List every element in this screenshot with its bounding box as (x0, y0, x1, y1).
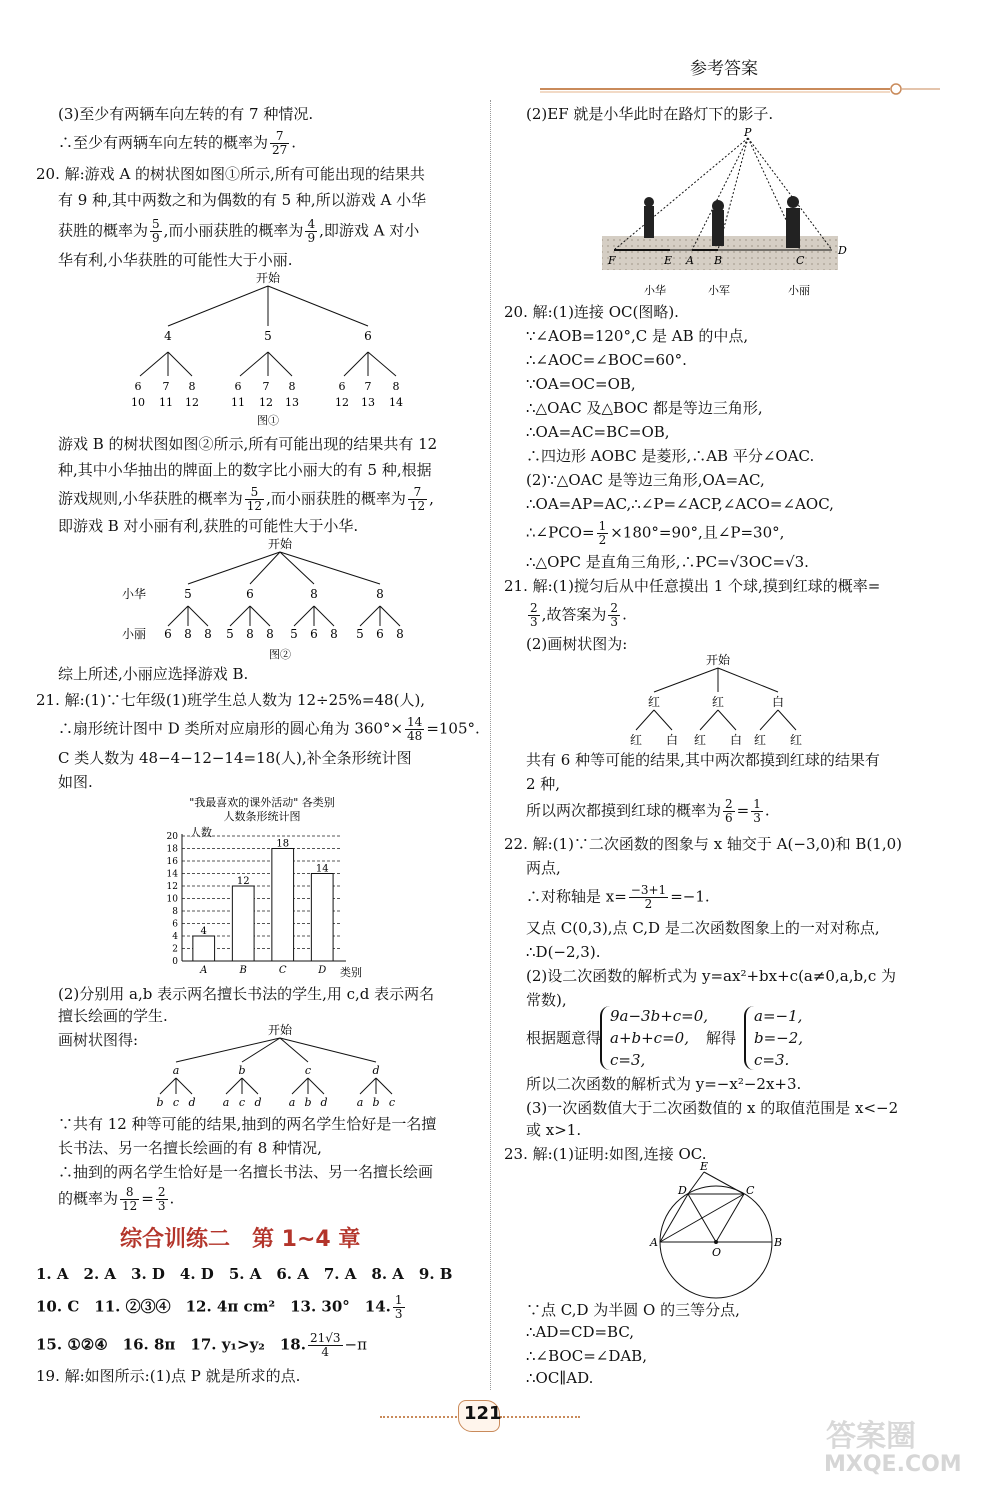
equation: c=3. (754, 1051, 790, 1069)
left-line-02-text: ∴至少有两辆车向左转的概率为 (58, 133, 269, 152)
left-line-15: 如图. (58, 773, 93, 791)
numerator: 21√3 (309, 1331, 341, 1345)
tree2-node: 8 (310, 587, 318, 601)
right-line-12: ∴△OPC 是直角三角形,∴PC=√3OC=√3. (526, 553, 809, 571)
chart-ytick-label: 2 (172, 944, 178, 955)
watermark-site: MXQE.COM (824, 1452, 962, 1477)
photo-person-3: 小丽 (788, 284, 810, 297)
text: ,而小丽获胜的概率为 (163, 221, 304, 240)
right-line-01: (2)EF 就是小华此时在路灯下的影子. (526, 105, 774, 123)
fraction (723, 798, 735, 825)
denominator: 27 (272, 143, 288, 157)
photo-label-B: B (714, 254, 723, 267)
chart-ytick-label: 10 (166, 894, 178, 905)
left-line-04: 有 9 种,其中两数之和为偶数的有 5 种,所以游戏 A 小华 (58, 191, 427, 209)
system-intro: 根据题意得 (526, 1029, 602, 1047)
right-line-14 (526, 602, 627, 629)
tree-diagram-4 (610, 650, 810, 750)
tree1-leaf: 6 (338, 380, 346, 393)
tree2-leaf: 8 (266, 627, 274, 641)
right-line-24: (2)设二次函数的解析式为 y=ax²+bx+c(a≠0,a,b,c 为 (526, 967, 896, 985)
label-C: C (746, 1184, 755, 1197)
chart-ytick-label: 8 (172, 907, 178, 917)
answers-line-2 (36, 1294, 407, 1321)
header (540, 55, 960, 95)
right-line-26: 所以二次函数的解析式为 y=−x²−2x+3. (526, 1075, 802, 1093)
fraction (308, 1332, 343, 1359)
tree1-sum: 13 (285, 396, 299, 409)
tree1-sum: 14 (389, 396, 403, 409)
text: . (622, 605, 627, 624)
tree2-root: 开始 (267, 537, 293, 551)
tree2-leaf: 5 (356, 627, 364, 641)
chart-xtick-label: A (200, 965, 208, 976)
lamp-shadow-photo (600, 124, 860, 300)
left-line-19: ∵共有 12 种等可能的结果,抽到的两名学生恰好是一名擅 (58, 1115, 437, 1133)
equation: 9a−3b+c=0, (610, 1007, 709, 1025)
left-line-22 (58, 1186, 174, 1213)
right-line-27: (3)一次函数值大于二次函数值的 x 的取值范围是 x<−2 (526, 1099, 899, 1117)
right-line-09: (2)∵△OAC 是等边三角形,OA=AC, (526, 471, 765, 489)
text: 游戏规则,小华获胜的概率为 (58, 489, 243, 508)
tree3-node: a (172, 1064, 180, 1077)
tree3-node: d (372, 1064, 380, 1077)
left-line-20: 长书法、另一名擅长绘画的有 8 种情况, (58, 1139, 322, 1157)
tree2-node: 8 (376, 587, 384, 601)
photo-label-D: D (838, 244, 847, 257)
denominator: 6 (725, 811, 733, 825)
right-line-10: ∴OA=AP=AC,∴∠P=∠ACP,∠ACO=∠AOC, (526, 495, 834, 513)
right-line-03: ∵∠AOB=120°,C 是 AB 的中点, (526, 327, 749, 345)
label-D: D (678, 1184, 687, 1197)
right-line-17: 2 种, (526, 775, 561, 793)
denominator: 12 (246, 499, 263, 513)
chart-bars (193, 839, 333, 962)
tree3-leaf: c (172, 1096, 180, 1109)
photo-label-F: F (608, 254, 616, 267)
denominator: 2 (644, 897, 653, 911)
numerator: 2 (610, 601, 619, 615)
chart-ylabel: 人数 (190, 826, 212, 839)
text: = (736, 801, 750, 820)
numerator: 2 (530, 601, 538, 615)
tree2-leaf: 6 (376, 627, 384, 641)
tree4-leaf: 红 (629, 733, 643, 747)
tree1-leaf: 8 (392, 380, 400, 393)
tree3-leaf: b (372, 1096, 380, 1109)
denominator: 2 (598, 533, 607, 547)
tree2-leaf: 5 (290, 627, 298, 641)
left-line-10: 即游戏 B 对小丽有利,获胜的可能性大于小华. (58, 517, 359, 535)
fraction (408, 486, 427, 513)
right-line-08: ∴四边形 AOBC 是菱形,∴AB 平分∠OAC. (526, 447, 815, 465)
chart-title: "我最喜欢的课外活动" 各类别 (189, 796, 335, 809)
right-line-25: 常数), (526, 991, 567, 1009)
right-line-16: 共有 6 种等可能的结果,其中两次都摸到红球的结果有 (526, 751, 880, 769)
left-line-03: 20. 解:游戏 A 的树状图如图①所示,所有可能出现的结果共 (36, 165, 425, 183)
denominator: 3 (610, 615, 619, 629)
chart-yticks (167, 832, 179, 967)
left-line-16: (2)分别用 a,b 表示两名擅长书法的学生,用 c,d 表示两名 (58, 985, 435, 1003)
chart-xtick-label: C (278, 965, 287, 976)
chart-ytick-label: 16 (166, 857, 178, 867)
text: . (764, 801, 770, 820)
tree-diagram-3 (140, 1020, 420, 1110)
tree1-leaf: 8 (188, 380, 196, 393)
chart-xtick-label: D (318, 965, 327, 976)
fraction (405, 716, 424, 743)
tree3-leaf: c (238, 1096, 246, 1109)
right-line-33: ∴OC∥AD. (526, 1369, 594, 1387)
fraction (150, 218, 162, 245)
numerator: 1 (394, 1293, 403, 1307)
chart-ytick-label: 0 (172, 957, 178, 967)
text: , (429, 489, 434, 508)
numerator: 1 (753, 797, 761, 811)
text: 10. C 11. ②③④ 12. 4π cm² 13. 30° 14. (36, 1297, 391, 1316)
tree2-leaf: 8 (246, 627, 254, 641)
denominator: 3 (394, 1307, 403, 1321)
equation: a+b+c=0, (610, 1029, 689, 1047)
label-B: B (774, 1236, 783, 1249)
left-line-09 (58, 486, 434, 513)
tree1-node: 4 (164, 329, 172, 343)
text: ,故答案为 (541, 605, 607, 624)
label-O: O (712, 1246, 722, 1259)
fraction (629, 884, 668, 911)
right-line-21 (526, 884, 710, 911)
left-line-07: 游戏 B 的树状图如图②所示,所有可能出现的结果共有 12 (58, 435, 438, 453)
right-line-13: 21. 解:(1)搅匀后从中任意摸出 1 个球,摸到红球的概率= (504, 577, 881, 595)
text: =105°. (426, 719, 480, 738)
equation: c=3, (610, 1051, 646, 1069)
photo-label-C: C (796, 254, 805, 267)
left-line-13 (58, 716, 480, 743)
text: 15. ①②④ 16. 8π 17. y₁>y₂ 18. (36, 1335, 306, 1354)
fraction (270, 130, 289, 157)
text: . (169, 1189, 175, 1208)
denominator: 9 (152, 231, 160, 245)
tree1-sum: 12 (335, 396, 349, 409)
left-line-23: 19. 解:如图所示:(1)点 P 就是所求的点. (36, 1367, 301, 1385)
tree3-root: 开始 (267, 1023, 293, 1037)
tree2-leaf: 8 (204, 627, 212, 641)
right-line-11 (526, 520, 784, 547)
numerator: 4 (307, 217, 316, 231)
numerator: −3+1 (630, 883, 667, 897)
chart-bar (272, 849, 294, 962)
chart-ytick-label: 14 (166, 869, 178, 880)
left-line-02: ∴至少有两辆车向左转的概率为 $\frac{7}{27}$ . (58, 129, 297, 157)
left-line-12: 21. 解:(1)∵七年级(1)班学生总人数为 12÷25%=48(人), (36, 691, 426, 709)
chart-ytick-label: 12 (166, 882, 178, 892)
tree2-node: 5 (184, 587, 192, 601)
tree4-leaf: 白 (729, 733, 743, 747)
denominator: 12 (122, 1199, 138, 1213)
right-line-19: 22. 解:(1)∵二次函数的图象与 x 轴交于 A(−3,0)和 B(1,0) (504, 835, 902, 853)
answers-line-3 (36, 1332, 367, 1359)
right-line-02: 20. 解:(1)连接 OC(图略). (504, 303, 679, 321)
right-line-28: 或 x>1. (526, 1121, 582, 1139)
tree1-leaf: 6 (234, 380, 242, 393)
text: ×180°=90°,且∠P=30°, (610, 523, 785, 542)
system-mid: 解得 (706, 1029, 737, 1047)
text: =−1. (670, 887, 710, 906)
tree3-node: c (304, 1064, 312, 1077)
equation-system-1 (600, 1006, 718, 1070)
left-line-21: ∴抽到的两名学生恰好是一名擅长书法、另一名擅长绘画 (58, 1163, 434, 1181)
tree4-node: 白 (771, 695, 785, 709)
tree1-node: 6 (364, 329, 372, 343)
chart-data-label: 14 (315, 863, 329, 875)
text: ∴扇形统计图中 D 类所对应扇形的圆心角为 360°× (58, 719, 404, 738)
equation: a=−1, (754, 1007, 803, 1025)
numerator: 7 (408, 486, 427, 500)
section-title: 综合训练二 第 1~4 章 (120, 1227, 361, 1252)
page-dots-right (500, 1416, 580, 1418)
tree3-leaf: b (304, 1096, 312, 1109)
right-line-23: ∴D(−2,3). (526, 943, 601, 961)
right-line-05: ∵OA=OC=OB, (526, 375, 636, 393)
chart-bar (193, 936, 215, 961)
tree3-node: b (238, 1064, 246, 1077)
tree-diagram-2 (118, 534, 428, 664)
tree4-leaf: 红 (789, 733, 803, 747)
fraction (597, 520, 609, 547)
tree1-sum: 12 (185, 396, 199, 409)
tree4-node: 红 (647, 695, 661, 709)
right-line-32: ∴∠BOC=∠DAB, (526, 1347, 647, 1365)
photo-label-E: E (664, 254, 673, 267)
tree2-leaf: 8 (184, 627, 192, 641)
right-line-04: ∴∠AOC=∠BOC=60°. (526, 351, 687, 369)
tree2-leaf: 6 (164, 627, 172, 641)
bar-chart (150, 794, 380, 984)
tree2-row1-label: 小华 (122, 587, 147, 601)
fraction (393, 1294, 405, 1321)
tree3-leaf: c (388, 1096, 396, 1109)
text: = (141, 1189, 154, 1208)
left-line-11: 综上所述,小丽应选择游戏 B. (58, 665, 249, 683)
header-title: 参考答案 (690, 59, 758, 79)
numerator: 5 (245, 486, 264, 500)
chart-xlabel: 类别 (340, 966, 362, 979)
denominator: 3 (530, 615, 538, 629)
tree3-leaf: b (156, 1096, 164, 1109)
page-number-area (370, 1400, 630, 1434)
right-line-30: ∵点 C,D 为半圆 O 的三等分点, (526, 1301, 740, 1319)
chart-data-label: 4 (200, 926, 207, 937)
tree4-leaf: 白 (665, 733, 679, 747)
chart-ytick-label: 4 (172, 932, 178, 942)
chart-ytick-label: 20 (166, 832, 178, 842)
tree1-sum: 12 (259, 396, 273, 409)
tree3-leaf: d (188, 1096, 196, 1109)
tree3-leaf: d (254, 1096, 262, 1109)
left-line-01: (3)至少有两辆车向左转的有 7 种情况. (58, 105, 314, 123)
denominator: 12 (409, 499, 426, 513)
tree2-leaf: 6 (310, 627, 318, 641)
left-line-18: 画树状图得: (58, 1031, 139, 1049)
watermark-logo: 答案圈 (826, 1419, 916, 1454)
tree4-leaf: 红 (753, 733, 767, 747)
chart-data-label: 18 (276, 838, 290, 850)
tree1-leaf: 8 (288, 380, 296, 393)
fraction (305, 218, 317, 245)
page-dots-left (380, 1416, 460, 1418)
chart-ytick-label: 18 (166, 844, 178, 855)
text: ∴对称轴是 x= (526, 887, 627, 906)
tree1-leaf: 6 (134, 380, 142, 393)
tree2-node: 6 (246, 587, 254, 601)
fraction (528, 602, 540, 629)
right-line-06: ∴△OAC 及△BOC 都是等边三角形, (526, 399, 763, 417)
chart-bar (311, 874, 333, 962)
fraction (120, 1186, 139, 1213)
label-E: E (700, 1160, 709, 1173)
right-line-29: 23. 解:(1)证明:如图,连接 OC. (504, 1145, 707, 1163)
tree2-leaf: 5 (226, 627, 234, 641)
fraction (156, 1186, 168, 1213)
right-line-22: 又点 C(0,3),点 C,D 是二次函数图象上的一对对称点, (526, 919, 880, 937)
denominator: 3 (157, 1199, 166, 1213)
tree3-leaf: a (356, 1096, 364, 1109)
tree4-node: 红 (711, 695, 725, 709)
numerator: 8 (120, 1186, 139, 1200)
right-line-20: 两点, (526, 859, 561, 877)
left-line-06: 华有利,小华获胜的可能性大于小丽. (58, 251, 293, 269)
photo-person-2: 小军 (708, 284, 730, 297)
left-line-05 (58, 218, 419, 245)
numerator: 7 (270, 130, 289, 144)
fraction (245, 486, 264, 513)
tree1-sum: 13 (361, 396, 375, 409)
column-divider (490, 100, 491, 1390)
tree1-root: 开始 (255, 271, 281, 285)
tree2-row2-label: 小丽 (122, 627, 147, 641)
tree3-leaf: a (288, 1096, 296, 1109)
tree2-caption: 图② (269, 648, 291, 661)
tree3-leaf: a (222, 1096, 230, 1109)
right-line-31: ∴AD=CD=BC, (526, 1323, 635, 1341)
tree1-leaf: 7 (364, 380, 372, 393)
right-line-18 (526, 798, 770, 825)
tree1-sum: 11 (231, 396, 245, 409)
equation: b=−2, (754, 1029, 804, 1047)
numerator: 14 (407, 715, 423, 729)
denominator: 48 (407, 729, 423, 743)
denominator: 4 (321, 1345, 330, 1359)
text: 获胜的概率为 (58, 221, 149, 240)
tree2-leaf: 8 (330, 627, 338, 641)
left-line-14: C 类人数为 48−4−12−14=18(人),补全条形统计图 (58, 749, 412, 767)
numerator: 1 (598, 519, 607, 533)
left-line-17: 擅长绘画的学生. (58, 1007, 168, 1025)
text: 的概率为 (58, 1189, 119, 1208)
equation-system-2 (744, 1006, 816, 1070)
text: ∴∠PCO= (526, 523, 595, 542)
tree1-leaf: 7 (162, 380, 170, 393)
tree1-node: 5 (264, 329, 272, 343)
numerator: 5 (152, 217, 160, 231)
photo-label-P: P (744, 126, 752, 139)
fraction (751, 798, 763, 825)
chart-ytick-label: 6 (172, 919, 178, 930)
tree4-root: 开始 (705, 653, 731, 667)
tree3-leaf: d (320, 1096, 328, 1109)
text: −π (344, 1335, 367, 1354)
chart-xtick-label: B (239, 965, 247, 976)
text: ,而小丽获胜的概率为 (266, 489, 406, 508)
denominator: 9 (307, 231, 316, 245)
right-line-15: (2)画树状图为: (526, 635, 628, 653)
page-number: 121 (464, 1403, 502, 1424)
chart-subtitle: 人数条形统计图 (223, 810, 301, 823)
tree4-leaf: 红 (693, 733, 707, 747)
tree1-caption: 图① (257, 414, 279, 427)
tree2-leaf: 8 (396, 627, 404, 641)
circle-figure (648, 1160, 798, 1310)
fraction (608, 602, 620, 629)
label-A: A (650, 1236, 658, 1249)
photo-label-A: A (686, 254, 694, 267)
chart-data-label: 12 (236, 876, 250, 887)
right-line-07: ∴OA=AC=BC=OB, (526, 423, 670, 441)
tree1-sum: 10 (131, 396, 145, 409)
answers-line-1: 1. A 2. A 3. D 4. D 5. A 6. A 7. A 8. A 9. B (36, 1265, 453, 1283)
left-line-08: 种,其中小华抽出的牌面上的数字比小丽大的有 5 种,根据 (58, 461, 432, 479)
chart-bar (232, 886, 254, 961)
tree1-sum: 11 (159, 396, 173, 409)
text: 所以两次都摸到红球的概率为 (526, 801, 722, 820)
numerator: 2 (157, 1185, 166, 1199)
numerator: 2 (725, 797, 733, 811)
tree1-leaf: 7 (262, 380, 270, 393)
tree-diagram-1 (120, 268, 420, 428)
chart-xticks (199, 965, 326, 976)
photo-person-1: 小华 (644, 284, 666, 297)
header-rule (540, 81, 960, 95)
text: ,即游戏 A 对小 (319, 221, 420, 240)
denominator: 3 (753, 811, 761, 825)
